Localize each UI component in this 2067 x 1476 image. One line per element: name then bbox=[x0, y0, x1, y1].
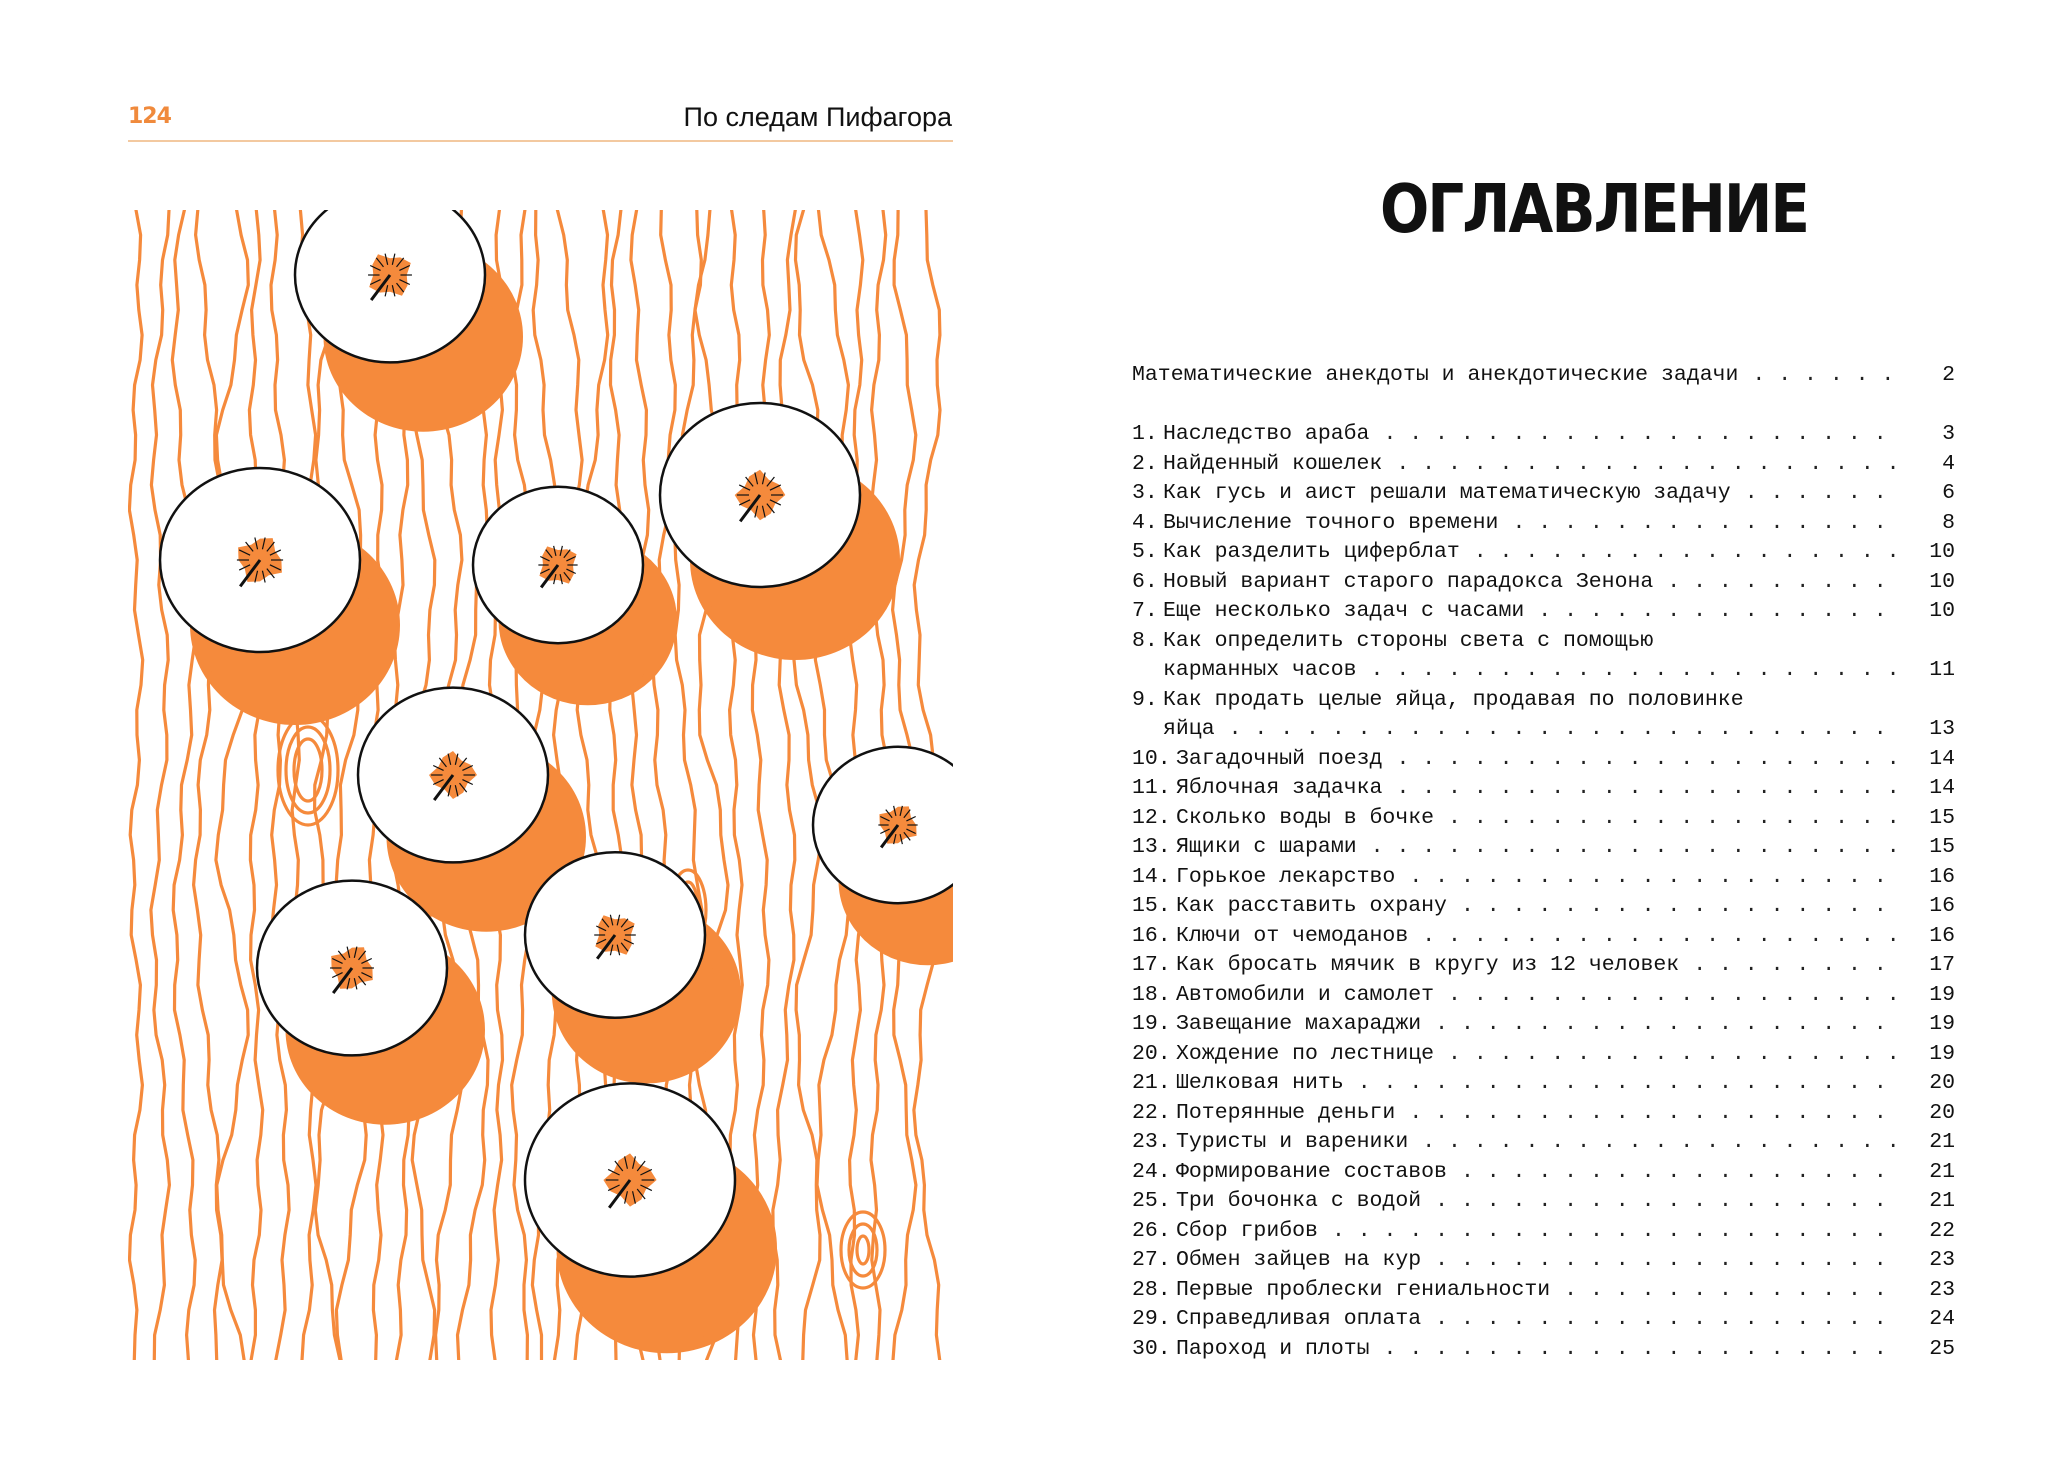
toc-entry-label bbox=[1132, 511, 1498, 535]
toc-entry-page: 13 bbox=[1929, 717, 1955, 741]
toc-entry-continuation[interactable] bbox=[1132, 717, 1955, 747]
toc-entry-title: Формирование составов bbox=[1176, 1159, 1447, 1184]
toc-entry-label bbox=[1132, 1071, 1344, 1095]
toc-leader-dots bbox=[1409, 1101, 1895, 1125]
toc-entry-number: 1. bbox=[1132, 422, 1158, 446]
toc-entry-number: 28. bbox=[1132, 1277, 1171, 1302]
toc-entry-number: 12. bbox=[1132, 805, 1171, 830]
toc-intro-page: 2 bbox=[1942, 363, 1955, 387]
toc-entry-label bbox=[1132, 540, 1460, 564]
toc-entry-label bbox=[1132, 747, 1382, 771]
toc-entry[interactable] bbox=[1132, 570, 1955, 600]
toc-entry-number: 21. bbox=[1132, 1071, 1171, 1095]
toc-items bbox=[1132, 422, 1955, 1366]
running-title: По следам Пифагора bbox=[683, 102, 952, 132]
toc-entry-title: Как гусь и аист решали математическую задачу bbox=[1163, 481, 1731, 505]
toc-entry-page: 4 bbox=[1942, 451, 1955, 476]
toc-entry[interactable] bbox=[1132, 924, 1955, 954]
toc-entry-label bbox=[1132, 570, 1653, 594]
toc-leader-dots bbox=[1358, 1071, 1895, 1095]
toc-entry-title: Как разделить циферблат bbox=[1163, 540, 1460, 564]
toc-leader-dots bbox=[1474, 540, 1895, 564]
toc-entry[interactable] bbox=[1132, 452, 1955, 482]
toc-leader-dots bbox=[1564, 1278, 1895, 1302]
toc-entry-page: 21 bbox=[1929, 1159, 1955, 1184]
toc-entry-label bbox=[1132, 1042, 1434, 1066]
toc-entry-continuation[interactable] bbox=[1132, 658, 1955, 688]
toc-leader-dots bbox=[1383, 422, 1895, 446]
toc-entry[interactable] bbox=[1132, 1160, 1955, 1190]
toc-leader-dots bbox=[1396, 747, 1895, 771]
toc-entry-title: Как бросать мячик в кругу из 12 человек bbox=[1176, 953, 1680, 977]
toc-entry[interactable] bbox=[1132, 511, 1955, 541]
toc-entry-number: 15. bbox=[1132, 894, 1171, 918]
toc-entry-number: 3. bbox=[1132, 481, 1158, 505]
toc-entry-title: Новый вариант старого парадокса Зенона bbox=[1163, 569, 1654, 594]
toc-leader-dots bbox=[1371, 835, 1895, 859]
toc-entry-label bbox=[1132, 1189, 1421, 1213]
toc-entry-page: 10 bbox=[1929, 540, 1955, 564]
toc-entry-page: 8 bbox=[1942, 510, 1955, 535]
toc-entry-page: 21 bbox=[1929, 1130, 1955, 1154]
toc-entry[interactable] bbox=[1132, 1337, 1955, 1367]
toc-entry-number: 22. bbox=[1132, 1100, 1171, 1125]
toc-entry-label bbox=[1132, 1278, 1550, 1302]
toc-entry-label bbox=[1132, 599, 1524, 623]
toc-entry-number: 11. bbox=[1132, 776, 1171, 800]
toc-leader-dots bbox=[1229, 717, 1895, 741]
toc-entry-number: 23. bbox=[1132, 1130, 1171, 1154]
toc-entry-title: Как определить стороны света с помощью bbox=[1163, 628, 1654, 653]
toc-leader-dots bbox=[1693, 953, 1895, 977]
toc-entry-label bbox=[1132, 1248, 1421, 1272]
toc-entry-number: 6. bbox=[1132, 569, 1158, 594]
toc-leader-dots bbox=[1448, 983, 1895, 1007]
toc-entry-title: Первые проблески гениальности bbox=[1176, 1277, 1551, 1302]
toc-entry-title: Как продать целые яйца, продавая по половинке bbox=[1163, 687, 1744, 712]
toc-entry-label bbox=[1132, 835, 1357, 859]
toc-entry-first-line[interactable] bbox=[1132, 688, 1955, 718]
toc-entry-page: 6 bbox=[1942, 481, 1955, 505]
toc-entry-number: 29. bbox=[1132, 1307, 1171, 1331]
toc-entry[interactable] bbox=[1132, 865, 1955, 895]
toc-entry-number: 16. bbox=[1132, 923, 1171, 948]
toc-entry-page: 16 bbox=[1929, 923, 1955, 948]
toc-leader-dots bbox=[1384, 1337, 1895, 1361]
toc-leader-dots bbox=[1371, 658, 1895, 682]
toc-entry[interactable] bbox=[1132, 481, 1955, 511]
toc-leader-dots bbox=[1745, 481, 1895, 505]
toc-entry-page: 20 bbox=[1929, 1071, 1955, 1095]
toc-entry-page: 25 bbox=[1929, 1336, 1955, 1361]
toc-leader-dots bbox=[1435, 1012, 1895, 1036]
toc-entry-page: 14 bbox=[1929, 746, 1955, 771]
toc-entry[interactable] bbox=[1132, 835, 1955, 865]
toc-entry-page: 19 bbox=[1929, 1041, 1955, 1066]
toc-entry-page: 19 bbox=[1929, 1012, 1955, 1036]
toc-entry-page: 15 bbox=[1929, 835, 1955, 859]
toc-entry-title: Завещание махараджи bbox=[1176, 1012, 1422, 1036]
toc-entry[interactable] bbox=[1132, 540, 1955, 570]
toc-intro-row[interactable] bbox=[1132, 363, 1955, 393]
toc-leader-dots bbox=[1422, 924, 1895, 948]
toc-entry-title: Обмен зайцев на кур bbox=[1176, 1248, 1422, 1272]
toc-entry-number: 9. bbox=[1132, 687, 1158, 712]
toc-entry-number: 30. bbox=[1132, 1336, 1171, 1361]
toc-entry-number: 20. bbox=[1132, 1041, 1171, 1066]
toc-entry[interactable] bbox=[1132, 1042, 1955, 1072]
toc-entry-number: 25. bbox=[1132, 1189, 1171, 1213]
toc-leader-dots bbox=[1435, 1189, 1895, 1213]
toc-entry-number: 8. bbox=[1132, 628, 1158, 653]
toc-leader-dots bbox=[1752, 363, 1895, 387]
toc-leader-dots bbox=[1448, 806, 1895, 830]
toc-entry-label bbox=[1132, 1219, 1318, 1243]
toc-entry[interactable] bbox=[1132, 1071, 1955, 1101]
toc-entry-page: 16 bbox=[1929, 864, 1955, 889]
toc-entry-page: 3 bbox=[1942, 422, 1955, 446]
toc-entry-label bbox=[1132, 776, 1382, 800]
toc-entry-number: 27. bbox=[1132, 1248, 1171, 1272]
table-of-contents bbox=[1132, 363, 1955, 1366]
toc-entry-title: Шелковая нить bbox=[1176, 1071, 1344, 1095]
toc-entry-title: Автомобили и самолет bbox=[1176, 982, 1435, 1007]
toc-entry-title: Хождение по лестнице bbox=[1176, 1041, 1435, 1066]
toc-entry-number: 5. bbox=[1132, 540, 1158, 564]
toc-entry-title: Пароход и плоты bbox=[1176, 1336, 1370, 1361]
toc-entry-label bbox=[1132, 894, 1447, 918]
toc-entry[interactable] bbox=[1132, 776, 1955, 806]
toc-leader-dots bbox=[1538, 599, 1895, 623]
toc-entry-page: 20 bbox=[1929, 1100, 1955, 1125]
toc-entry-number: 26. bbox=[1132, 1218, 1171, 1243]
toc-entry[interactable] bbox=[1132, 422, 1955, 452]
toc-leader-dots bbox=[1409, 865, 1895, 889]
toc-leader-dots bbox=[1448, 1042, 1895, 1066]
toc-entry-page: 15 bbox=[1929, 805, 1955, 830]
toc-entry-title: Сколько воды в бочке bbox=[1176, 805, 1435, 830]
toc-entry-label bbox=[1132, 1012, 1421, 1036]
toc-leader-dots bbox=[1512, 511, 1895, 535]
toc-entry[interactable] bbox=[1132, 1219, 1955, 1249]
toc-entry-page: 16 bbox=[1929, 894, 1955, 918]
toc-leader-dots bbox=[1422, 1130, 1895, 1154]
toc-entry[interactable] bbox=[1132, 747, 1955, 777]
toc-entry[interactable] bbox=[1132, 1012, 1955, 1042]
toc-entry-title-continuation: яйца bbox=[1163, 717, 1215, 741]
toc-entry-label bbox=[1132, 924, 1408, 948]
toc-entry-title-continuation: карманных часов bbox=[1163, 658, 1357, 682]
toc-entry[interactable] bbox=[1132, 953, 1955, 983]
toc-entry-label bbox=[1132, 865, 1395, 889]
toc-entry[interactable] bbox=[1132, 599, 1955, 629]
toc-entry-number: 24. bbox=[1132, 1159, 1171, 1184]
toc-entry-title: Ящики с шарами bbox=[1176, 835, 1357, 859]
toc-entry-page: 10 bbox=[1929, 569, 1955, 594]
toc-entry-page: 19 bbox=[1929, 982, 1955, 1007]
toc-entry-label bbox=[1132, 983, 1434, 1007]
toc-entry-number: 2. bbox=[1132, 451, 1158, 476]
toc-entry-page: 14 bbox=[1929, 776, 1955, 800]
toc-entry-page: 23 bbox=[1929, 1277, 1955, 1302]
toc-entry-title: Найденный кошелек bbox=[1163, 451, 1383, 476]
toc-leader-dots bbox=[1461, 1160, 1895, 1184]
toc-entry-title: Яблочная задачка bbox=[1176, 776, 1383, 800]
toc-entry-title: Наследство араба bbox=[1163, 422, 1370, 446]
toc-leader-dots bbox=[1396, 452, 1895, 476]
apples-on-wooden-table-illustration bbox=[128, 210, 953, 1360]
toc-entry-title: Сбор грибов bbox=[1176, 1218, 1318, 1243]
toc-entry[interactable] bbox=[1132, 1278, 1955, 1308]
toc-entry-number: 14. bbox=[1132, 864, 1171, 889]
toc-entry[interactable] bbox=[1132, 1248, 1955, 1278]
toc-entry-label bbox=[1132, 452, 1382, 476]
toc-entry[interactable] bbox=[1132, 1130, 1955, 1160]
toc-entry[interactable] bbox=[1132, 894, 1955, 924]
toc-entry[interactable] bbox=[1132, 1307, 1955, 1337]
toc-entry-label bbox=[1132, 1337, 1370, 1361]
toc-entry-label bbox=[1132, 1160, 1447, 1184]
toc-entry-label bbox=[1132, 1130, 1408, 1154]
header-rule bbox=[128, 140, 953, 142]
toc-entry-page: 24 bbox=[1929, 1307, 1955, 1331]
toc-entry-number: 7. bbox=[1132, 599, 1158, 623]
toc-entry-title: Ключи от чемоданов bbox=[1176, 923, 1409, 948]
toc-entry-title: Загадочный поезд bbox=[1176, 746, 1383, 771]
toc-entry-number: 13. bbox=[1132, 835, 1171, 859]
toc-entry-page: 11 bbox=[1929, 658, 1955, 682]
toc-leader-dots bbox=[1332, 1219, 1895, 1243]
toc-entry-title: Вычисление точного времени bbox=[1163, 510, 1499, 535]
toc-entry-number: 17. bbox=[1132, 953, 1171, 977]
toc-entry-title: Еще несколько задач с часами bbox=[1163, 599, 1525, 623]
toc-intro-title: Математические анекдоты и анекдотические задачи bbox=[1132, 363, 1739, 387]
toc-entry-title: Справедливая оплата bbox=[1176, 1307, 1422, 1331]
toc-entry[interactable] bbox=[1132, 983, 1955, 1013]
toc-entry-page: 23 bbox=[1929, 1248, 1955, 1272]
toc-entry-page: 21 bbox=[1929, 1189, 1955, 1213]
toc-entry-label bbox=[1132, 1101, 1395, 1125]
toc-entry-number: 18. bbox=[1132, 982, 1171, 1007]
toc-entry-page: 17 bbox=[1929, 953, 1955, 977]
toc-entry-title: Потерянные деньги bbox=[1176, 1100, 1396, 1125]
toc-leader-dots bbox=[1435, 1248, 1895, 1272]
toc-entry-page: 10 bbox=[1929, 599, 1955, 623]
toc-entry-label bbox=[1132, 1307, 1421, 1331]
toc-leader-dots bbox=[1435, 1307, 1895, 1331]
toc-entry-label bbox=[1132, 422, 1369, 446]
toc-entry[interactable] bbox=[1132, 1101, 1955, 1131]
toc-leader-dots bbox=[1396, 776, 1895, 800]
toc-entry-title: Туристы и вареники bbox=[1176, 1130, 1409, 1154]
toc-entry-label bbox=[1132, 481, 1731, 505]
toc-entry-title: Три бочонка с водой bbox=[1176, 1189, 1422, 1213]
toc-entry-first-line[interactable] bbox=[1132, 629, 1955, 659]
toc-entry-label bbox=[1132, 953, 1679, 977]
toc-entry[interactable] bbox=[1132, 806, 1955, 836]
toc-entry-title: Как расставить охрану bbox=[1176, 894, 1447, 918]
toc-entry[interactable] bbox=[1132, 1189, 1955, 1219]
toc-entry-number: 4. bbox=[1132, 510, 1158, 535]
toc-entry-number: 19. bbox=[1132, 1012, 1171, 1036]
toc-leader-dots bbox=[1667, 570, 1895, 594]
toc-heading: ОГЛАВЛЕНИЕ bbox=[1380, 169, 1809, 249]
toc-entry-number: 10. bbox=[1132, 746, 1171, 771]
toc-entry-title: Горькое лекарство bbox=[1176, 864, 1396, 889]
toc-entry-label bbox=[1132, 806, 1434, 830]
toc-leader-dots bbox=[1461, 894, 1895, 918]
toc-entry-page: 22 bbox=[1929, 1218, 1955, 1243]
page-number: 124 bbox=[128, 104, 171, 129]
